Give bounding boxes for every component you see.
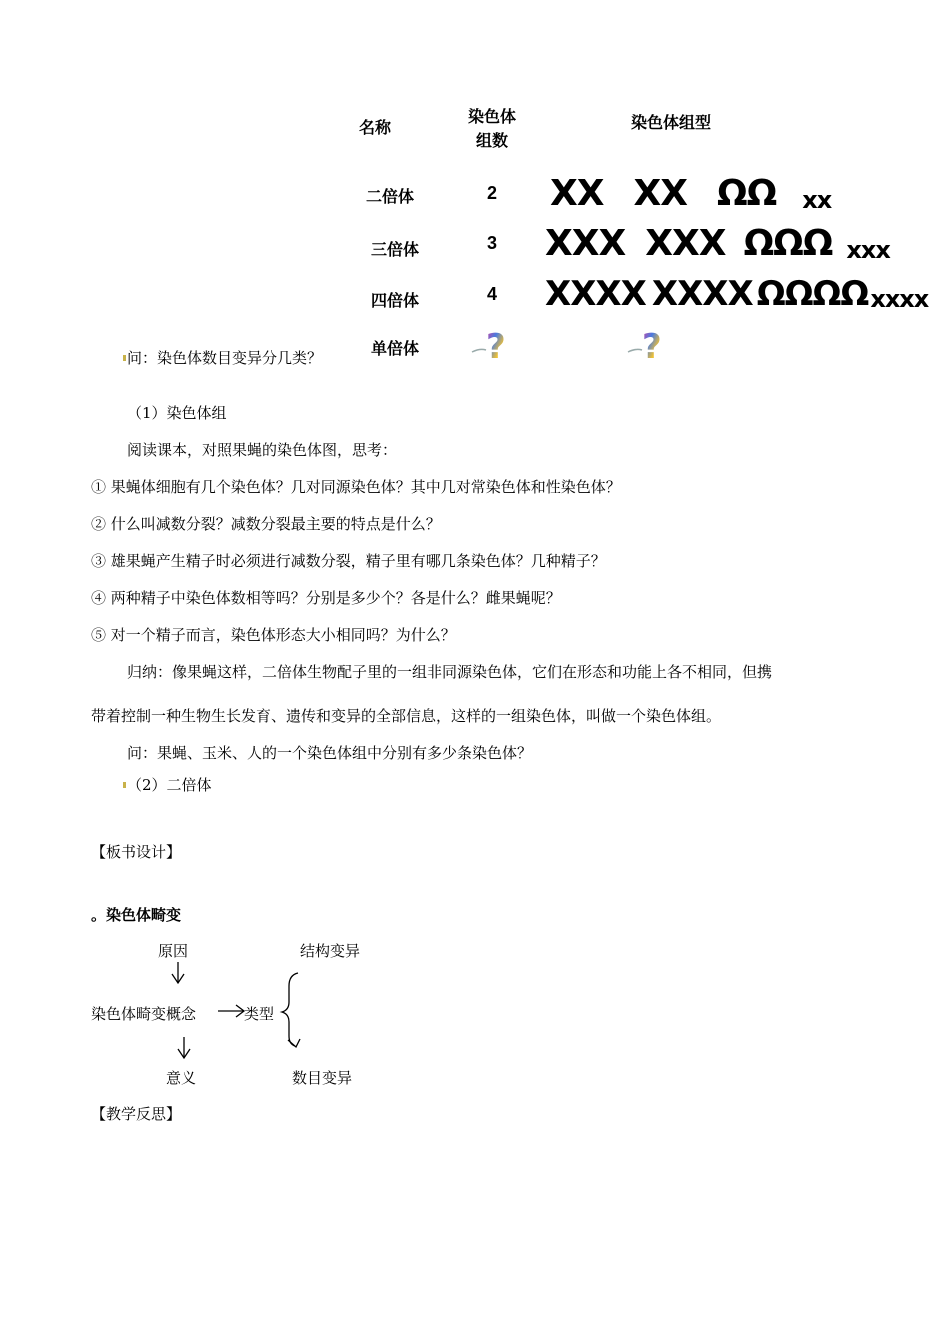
subheading-diploid: （2）二倍体 bbox=[127, 776, 212, 794]
summary-line-2: 带着控制一种生物生长发育、遗传和变异的全部信息，这样的一组染色体，叫做一个染色体组。 bbox=[91, 707, 722, 725]
reflection-heading: 【教学反思】 bbox=[91, 1105, 182, 1123]
brace-icon bbox=[282, 973, 298, 1046]
down-arrow-icon bbox=[172, 962, 184, 983]
karyotype-tetraploid: XXXX ΧΧΧΧ ΩΩΩΩ xxxx bbox=[545, 274, 929, 314]
question-count: 问：果蝇、玉米、人的一个染色体组中分别有多少条染色体？ bbox=[127, 744, 533, 762]
right-arrow-icon bbox=[218, 1005, 244, 1017]
header-sets-line1: 染色体 bbox=[468, 107, 517, 126]
diagram-structural-variation: 结构变异 bbox=[300, 942, 361, 960]
down-arrow-icon bbox=[178, 1037, 190, 1058]
header-sets-line2: 组数 bbox=[476, 131, 509, 150]
svg-text:?: ? bbox=[642, 327, 662, 364]
diagram-meaning: 意义 bbox=[166, 1069, 197, 1087]
diagram-numerical-variation: 数目变异 bbox=[292, 1069, 353, 1087]
subheading-chromosome-set: （1）染色体组 bbox=[127, 404, 227, 422]
karyotype-triploid: XXX ΧΧΧ ΩΩΩ xxx bbox=[545, 223, 890, 264]
svg-text:?: ? bbox=[486, 327, 506, 364]
summary-line-1: 归纳：像果蝇这样，二倍体生物配子里的一组非同源染色体，它们在形态和功能上各不相同，但携 bbox=[127, 663, 773, 681]
question-intro: 问：染色体数目变异分几类？ bbox=[127, 349, 323, 367]
row-name-triploid: 三倍体 bbox=[371, 240, 420, 259]
row-sets-diploid: 2 bbox=[487, 183, 498, 203]
row-name-haploid: 单倍体 bbox=[371, 339, 420, 358]
diagram-types: 类型 bbox=[244, 1005, 275, 1023]
row-name-tetraploid: 四倍体 bbox=[371, 291, 420, 310]
reading-instruction: 阅读课本，对照果蝇的染色体图，思考： bbox=[127, 441, 398, 459]
question-5: ⑤ 对一个精子而言，染色体形态大小相同吗？为什么？ bbox=[91, 626, 456, 644]
question-4: ④ 两种精子中染色体数相等吗？分别是多少个？各是什么？雌果蝇呢？ bbox=[91, 589, 561, 607]
row-sets-triploid: 3 bbox=[487, 233, 498, 253]
question-1: ① 果蝇体细胞有几个染色体？几对同源染色体？其中几对常染色体和性染色体？ bbox=[91, 478, 621, 496]
board-title: 。染色体畸变 bbox=[91, 906, 182, 924]
diagram-concept: 染色体畸变概念 bbox=[91, 1005, 197, 1023]
row-sets-tetraploid: 4 bbox=[487, 284, 498, 304]
header-name: 名称 bbox=[359, 118, 392, 137]
row-name-diploid: 二倍体 bbox=[366, 187, 415, 206]
question-2: ② 什么叫减数分裂？减数分裂最主要的特点是什么？ bbox=[91, 515, 441, 533]
diagram-cause: 原因 bbox=[158, 942, 189, 960]
karyotype-diploid: XX ΧΧ ΩΩ xx bbox=[550, 173, 832, 214]
board-design-heading: 【板书设计】 bbox=[91, 843, 182, 861]
header-karyotype: 染色体组型 bbox=[631, 113, 712, 132]
question-3: ③ 雄果蝇产生精子时必须进行减数分裂，精子里有哪几条染色体？几种精子？ bbox=[91, 552, 606, 570]
